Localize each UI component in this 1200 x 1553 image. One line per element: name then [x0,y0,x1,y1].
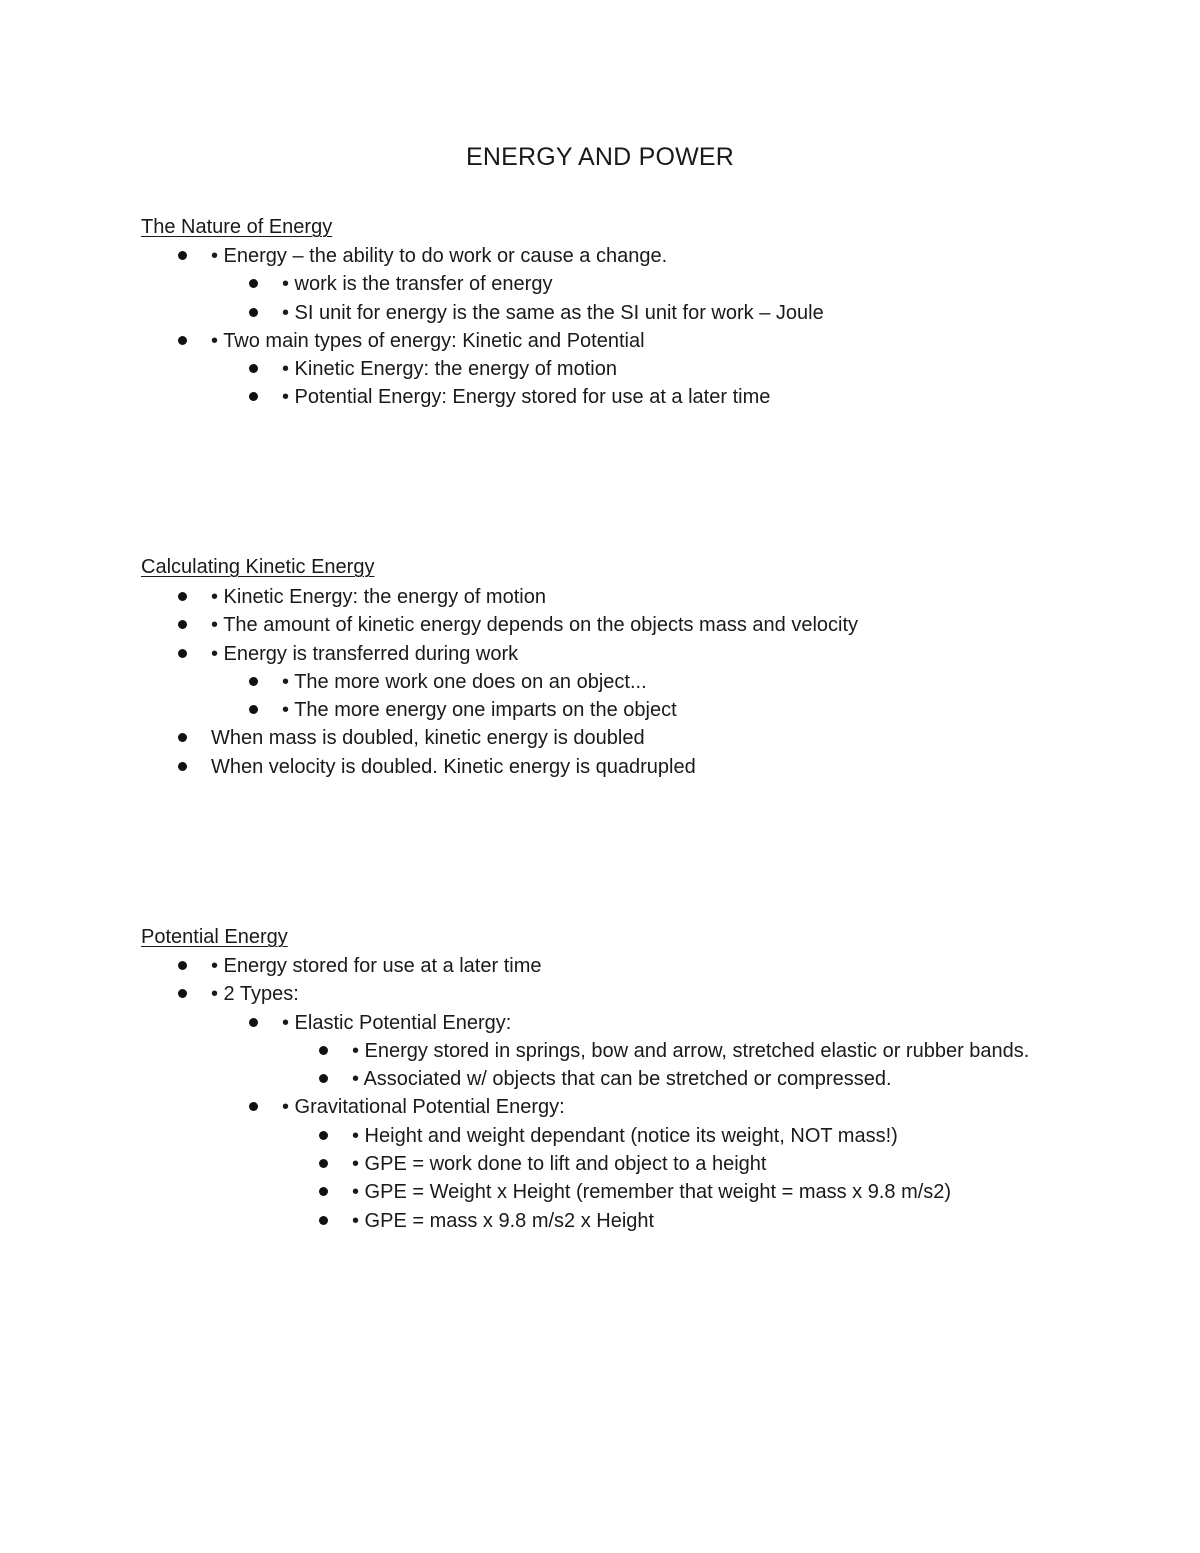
list-item-text: • Gravitational Potential Energy: [282,1096,565,1119]
list-item-text: • Energy – the ability to do work or cause a change. [211,245,668,267]
section-heading-nature-of-energy: The Nature of Energy [141,216,333,238]
section-heading-calculating-kinetic-energy: Calculating Kinetic Energy [141,556,375,578]
list-item [0,668,1200,696]
list-item-text: • Energy stored in springs, bow and arrow, stretched elastic or rubber bands. [352,1039,1030,1062]
list-item [0,1093,1200,1121]
list-item-text: When velocity is doubled. Kinetic energy is quadrupled [211,755,696,778]
list-item [0,753,1200,781]
bullet-icon [249,1102,258,1111]
list-item-text: • GPE = mass x 9.8 m/s2 x Height [352,1209,655,1232]
list-item [0,1122,1200,1150]
list-item [0,1037,1032,1065]
bullet-icon [178,336,187,345]
list-item [0,299,1200,327]
bullet-icon [249,364,258,373]
bullet-icon [178,649,187,658]
list-item [0,383,1200,411]
list-item-text: • Two main types of energy: Kinetic and Potential [211,329,645,352]
list-item-text: • 2 Types: [211,983,299,1006]
list-item [0,980,1200,1008]
list-item [0,1150,1200,1178]
document-title: ENERGY AND POWER [465,143,735,171]
bullet-icon [178,592,187,601]
list-item-text: • The more energy one imparts on the object [282,699,677,722]
list-item-text: • Elastic Potential Energy: [282,1011,512,1034]
bullet-icon [319,1131,328,1140]
list-item [0,1178,1200,1206]
list-item-text: • GPE = Weight x Height (remember that weight = mass x 9.8 m/s2) [352,1181,952,1204]
bullet-icon [249,1018,258,1027]
bullet-icon [319,1187,328,1196]
list-item [0,952,1200,980]
bullet-icon [249,705,258,714]
list-item [0,1207,1200,1235]
list-item [0,583,1200,611]
list-item [0,611,1200,639]
section-heading-potential-energy: Potential Energy [141,926,288,948]
list-item [0,327,1200,355]
bullet-icon [249,677,258,686]
bullet-icon [319,1159,328,1168]
list-item-text: • SI unit for energy is the same as the SI unit for work – Joule [282,301,824,324]
bullet-icon [178,620,187,629]
list-item [0,1009,1200,1037]
list-item-text: • Energy is transferred during work [211,642,519,665]
bullet-icon [178,733,187,742]
bullet-icon [178,762,187,771]
bullet-icon [249,392,258,401]
section-list-calculating-kinetic-energy [0,583,1200,781]
bullet-icon [319,1074,328,1083]
list-item-text: • Kinetic Energy: the energy of motion [282,358,617,381]
list-item-text: • Energy stored for use at a later time [211,955,542,977]
section-list-potential-energy [0,952,1200,1235]
bullet-icon [178,989,187,998]
list-item-text: • Potential Energy: Energy stored for use at a later time [282,386,771,409]
list-item-text: • work is the transfer of energy [282,273,553,296]
list-item [0,242,1200,270]
list-item-text: • Height and weight dependant (notice its weight, NOT mass!) [352,1124,898,1147]
list-item [0,696,1200,724]
list-item [0,724,1200,752]
list-item-text: When mass is doubled, kinetic energy is doubled [211,727,645,750]
list-item-text: • Associated w/ objects that can be stretched or compressed. [352,1068,892,1091]
bullet-icon [319,1216,328,1225]
bullet-icon [319,1046,328,1055]
list-item [0,640,1200,668]
list-item [0,355,1200,383]
list-item [0,270,1200,298]
list-item-text: • Kinetic Energy: the energy of motion [211,586,546,608]
list-item-text: • The more work one does on an object... [282,670,647,693]
bullet-icon [178,961,187,970]
bullet-icon [249,308,258,317]
list-item-text: • GPE = work done to lift and object to a height [352,1153,767,1176]
bullet-icon [178,251,187,260]
list-item [0,1065,1200,1093]
bullet-icon [249,279,258,288]
list-item-text: • The amount of kinetic energy depends on the objects mass and velocity [211,614,859,637]
section-list-nature-of-energy [0,242,1200,412]
